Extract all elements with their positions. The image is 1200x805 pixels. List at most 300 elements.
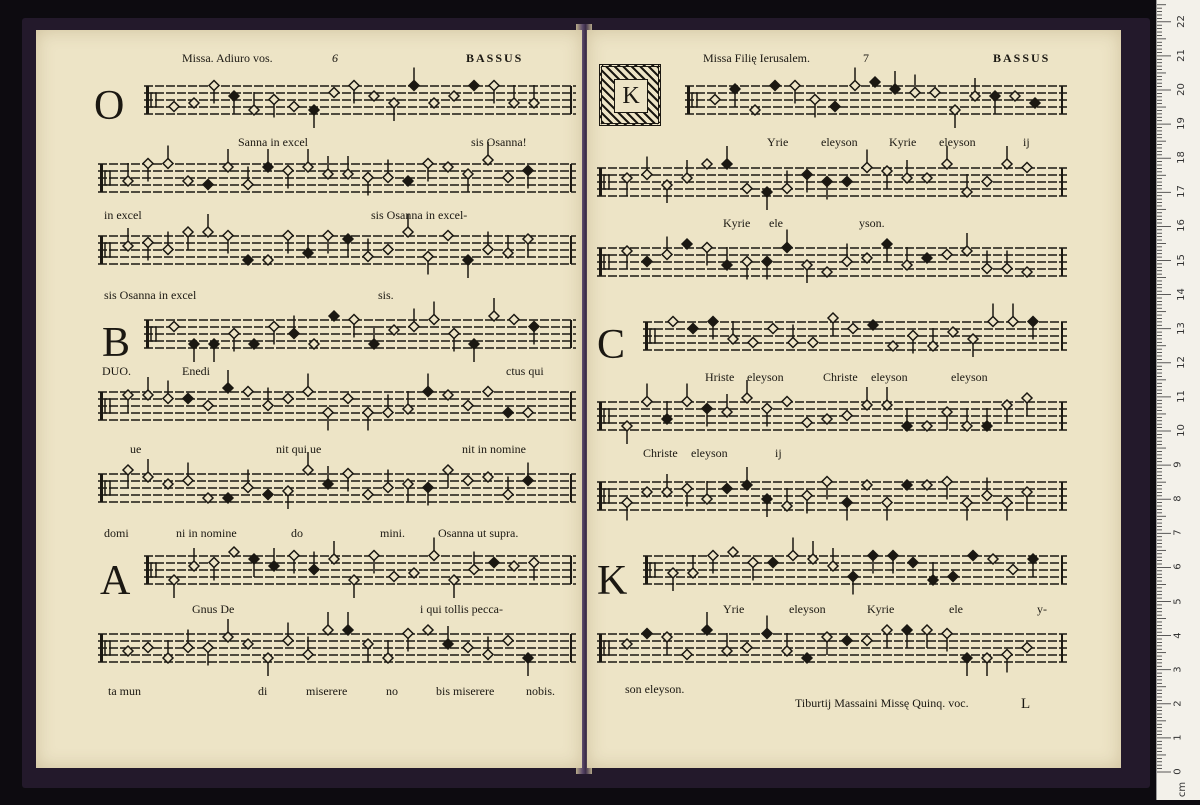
note-head [203, 401, 213, 411]
note-head [143, 643, 153, 653]
note-head [423, 252, 433, 262]
note-head [229, 329, 239, 339]
bar-line [1061, 402, 1063, 430]
bar-line [570, 320, 572, 348]
clef-glyph [146, 556, 149, 584]
note-head [830, 102, 840, 112]
right-page-title: Missa Filię Ierusalem. [703, 51, 810, 65]
lyric-text: Christe [823, 370, 858, 384]
ruler-number: 10 [1175, 424, 1187, 437]
note-head [782, 243, 792, 253]
note-head [642, 397, 652, 407]
note-head [802, 418, 812, 428]
note-head [748, 558, 758, 568]
lyric-text: DUO. [102, 364, 131, 378]
ruler-number: 8 [1172, 495, 1184, 502]
note-head [948, 572, 958, 582]
note-head [529, 558, 539, 568]
note-head [363, 490, 373, 500]
note-head [802, 170, 812, 180]
lyric-text: eleyson [747, 370, 784, 384]
lyric-text: sis Osanna in excel [104, 288, 197, 302]
lyric-text: y- [1037, 602, 1047, 616]
note-head [489, 81, 499, 91]
note-head [163, 245, 173, 255]
note-head [283, 394, 293, 404]
note-head [429, 315, 439, 325]
note-head [503, 636, 513, 646]
note-head [463, 401, 473, 411]
note-head [782, 397, 792, 407]
note-head [383, 173, 393, 183]
lyric-text: ele [949, 602, 963, 616]
note-head [848, 572, 858, 582]
lyric-text: Osanna ut supra. [438, 526, 519, 540]
note-head [203, 180, 213, 190]
note-head [203, 643, 213, 653]
bar-line [570, 474, 572, 502]
ruler-number: 2 [1172, 700, 1184, 707]
lyric-text: in excel [104, 208, 142, 222]
initial-letter-o: O [94, 83, 125, 129]
clef-glyph [599, 402, 602, 430]
note-head [483, 245, 493, 255]
note-head [802, 491, 812, 501]
note-head [483, 387, 493, 397]
note-head [343, 469, 353, 479]
clef-glyph [146, 86, 149, 114]
note-head [403, 629, 413, 639]
note-head [642, 257, 652, 267]
note-head [303, 387, 313, 397]
note-head [163, 394, 173, 404]
note-head [183, 643, 193, 653]
note-head [269, 95, 279, 105]
page-footer: Tiburtij Massaini Missę Quinq. voc. [795, 696, 969, 710]
note-head [489, 558, 499, 568]
right-page [587, 30, 1121, 768]
lyric-text: do [291, 526, 303, 540]
note-head [842, 498, 852, 508]
bar-line [570, 634, 572, 662]
note-head [910, 88, 920, 98]
clef-glyph [599, 482, 602, 510]
music-staff [98, 228, 576, 274]
lyric-text: domi [104, 526, 129, 540]
ruler-number: 7 [1172, 529, 1184, 536]
clef-glyph [105, 399, 110, 413]
note-head [523, 408, 533, 418]
note-head [642, 170, 652, 180]
music-staff [144, 548, 576, 594]
music-staff [597, 160, 1067, 206]
clef-glyph [100, 634, 103, 662]
note-head [1002, 264, 1012, 274]
bar-line [1061, 556, 1063, 584]
note-head [289, 329, 299, 339]
note-head [449, 329, 459, 339]
note-head [1028, 317, 1038, 327]
clef-glyph [604, 409, 609, 423]
note-head [788, 338, 798, 348]
lyric-text: eleyson [871, 370, 908, 384]
left-page [36, 30, 582, 768]
note-head [882, 498, 892, 508]
note-head [682, 650, 692, 660]
note-head [169, 322, 179, 332]
note-head [942, 250, 952, 260]
lyric-text: di [258, 684, 268, 698]
note-head [748, 338, 758, 348]
bar-line [1061, 86, 1063, 114]
lyric-text: Yrie [767, 135, 789, 149]
note-head [668, 317, 678, 327]
note-head [862, 163, 872, 173]
note-head [662, 250, 672, 260]
lyric-text: mini. [380, 526, 406, 540]
ruler-number: 17 [1175, 185, 1187, 199]
note-head [842, 411, 852, 421]
clef-glyph [100, 236, 103, 264]
music-staff [643, 548, 1067, 594]
lyric-text: Kyrie [723, 216, 751, 230]
clef-glyph [650, 329, 655, 343]
lyric-text: sis Osanna in excel- [371, 208, 468, 222]
note-head [523, 166, 533, 176]
note-head [209, 81, 219, 91]
note-head [183, 394, 193, 404]
note-head [383, 245, 393, 255]
note-head [742, 257, 752, 267]
music-staff [685, 78, 1067, 124]
lyric-text: ni in nomine [176, 526, 237, 540]
note-head [183, 476, 193, 486]
lyric-text: eleyson [939, 135, 976, 149]
clef-glyph [599, 634, 602, 662]
note-head [908, 331, 918, 341]
note-head [503, 408, 513, 418]
note-head [782, 184, 792, 194]
clef-glyph [599, 168, 602, 196]
ornamental-initial-frame [599, 64, 661, 126]
lyric-text: ele [769, 216, 783, 230]
clef-glyph [692, 93, 697, 107]
ruler-number: 19 [1175, 117, 1187, 130]
clef-glyph [105, 243, 110, 257]
clef-glyph [604, 175, 609, 189]
music-staff [597, 394, 1067, 440]
note-head [708, 317, 718, 327]
clef-glyph [151, 93, 156, 107]
note-head [642, 629, 652, 639]
note-head [982, 264, 992, 274]
clef-glyph [105, 641, 110, 655]
clef-glyph [645, 556, 648, 584]
ruler-number: 4 [1172, 631, 1184, 639]
note-head [848, 324, 858, 334]
initial-letter-c: C [597, 322, 626, 368]
lyric-text: eleyson [691, 446, 728, 460]
music-staff [597, 626, 1067, 672]
note-head [710, 95, 720, 105]
note-head [329, 88, 339, 98]
note-head [363, 252, 373, 262]
bar-line [1061, 482, 1063, 510]
lyric-text: Kyrie [867, 602, 895, 616]
lyric-text: Sanna in excel [238, 135, 308, 149]
note-head [463, 643, 473, 653]
note-head [363, 408, 373, 418]
note-head [143, 238, 153, 248]
ruler-number: 21 [1175, 49, 1187, 62]
music-staff [144, 312, 576, 358]
note-head [822, 477, 832, 487]
note-head [423, 483, 433, 493]
note-head [888, 551, 898, 561]
bar-line [570, 556, 572, 584]
note-head [722, 484, 732, 494]
note-head [283, 166, 293, 176]
note-head [762, 629, 772, 639]
note-head [702, 404, 712, 414]
left-page-voice: BASSUS [466, 51, 524, 65]
right-page-voice: BASSUS [993, 51, 1051, 65]
note-head [930, 88, 940, 98]
clef-glyph [100, 392, 103, 420]
note-head [622, 498, 632, 508]
clef-glyph [151, 327, 156, 341]
lyric-text: yson. [859, 216, 885, 230]
note-head [982, 177, 992, 187]
right-page-number: 7 [863, 51, 869, 65]
note-head [429, 551, 439, 561]
note-head [409, 81, 419, 91]
note-head [469, 81, 479, 91]
signature-mark: L [1021, 696, 1031, 712]
note-head [868, 551, 878, 561]
music-staff [597, 240, 1067, 286]
ruler-number: 5 [1172, 597, 1184, 605]
bar-line [570, 236, 572, 264]
clef-glyph [105, 171, 110, 185]
music-staff [144, 78, 576, 124]
note-head [423, 387, 433, 397]
lyric-text: miserere [306, 684, 348, 698]
note-head [269, 322, 279, 332]
bar-line [1061, 634, 1063, 662]
note-head [389, 572, 399, 582]
music-staff [98, 626, 576, 672]
note-head [349, 315, 359, 325]
lyric-text: son eleyson. [625, 682, 685, 696]
ruler-number: 14 [1175, 287, 1187, 301]
note-head [503, 173, 513, 183]
note-head [1002, 650, 1012, 660]
note-head [483, 650, 493, 660]
clef-glyph [604, 255, 609, 269]
lyric-text: Enedi [182, 364, 210, 378]
note-head [163, 159, 173, 169]
note-head [363, 173, 373, 183]
lyric-text: ctus qui [506, 364, 544, 378]
initial-letter-k: K [614, 79, 648, 113]
lyric-text: eleyson [951, 370, 988, 384]
music-staff [98, 156, 576, 202]
lyric-text: bis miserere [436, 684, 495, 698]
note-head [143, 159, 153, 169]
note-head [343, 394, 353, 404]
note-head [423, 159, 433, 169]
note-head [289, 102, 299, 112]
note-head [942, 477, 952, 487]
music-staff [98, 466, 576, 512]
left-page-number: 6 [332, 51, 338, 65]
music-staff [597, 474, 1067, 520]
ruler-number: 1 [1172, 734, 1184, 741]
note-head [688, 324, 698, 334]
bar-line [1061, 168, 1063, 196]
ruler-number: 6 [1172, 563, 1184, 571]
lyric-text: ij [1023, 135, 1030, 149]
note-head [682, 484, 692, 494]
lyric-text: eleyson [821, 135, 858, 149]
note-head [283, 231, 293, 241]
left-page-title: Missa. Adiuro vos. [182, 51, 273, 65]
lyric-text: Christe [643, 446, 678, 460]
note-head [1008, 565, 1018, 575]
note-head [169, 102, 179, 112]
note-head [309, 565, 319, 575]
clef-glyph [687, 86, 690, 114]
clef-glyph [105, 481, 110, 495]
note-head [469, 565, 479, 575]
note-head [842, 636, 852, 646]
note-head [523, 476, 533, 486]
note-head [209, 558, 219, 568]
ruler-number: 0 [1172, 768, 1184, 775]
clef-glyph [146, 320, 149, 348]
lyric-text: ue [130, 442, 142, 456]
clef-glyph [151, 563, 156, 577]
ruler-number: 9 [1172, 461, 1184, 468]
note-head [862, 636, 872, 646]
note-head [503, 490, 513, 500]
ruler-number: 16 [1175, 219, 1187, 233]
lyric-text: sis. [378, 288, 394, 302]
note-head [762, 257, 772, 267]
note-head [283, 636, 293, 646]
ruler-number: 22 [1175, 14, 1187, 28]
bar-line [570, 86, 572, 114]
note-head [383, 483, 393, 493]
note-head [323, 231, 333, 241]
note-head [790, 81, 800, 91]
clef-glyph [604, 489, 609, 503]
bar-line [1061, 248, 1063, 276]
note-head [768, 324, 778, 334]
clef-glyph [599, 248, 602, 276]
note-head [1008, 317, 1018, 327]
note-head [1002, 498, 1012, 508]
note-head [223, 231, 233, 241]
note-head [988, 317, 998, 327]
note-head [788, 551, 798, 561]
ruler-number: 12 [1175, 355, 1187, 369]
note-head [289, 551, 299, 561]
bar-line [570, 164, 572, 192]
bar-line [570, 392, 572, 420]
note-head [808, 338, 818, 348]
note-head [768, 558, 778, 568]
note-head [1022, 163, 1032, 173]
note-head [742, 184, 752, 194]
clef-glyph [604, 641, 609, 655]
music-staff [643, 314, 1067, 360]
note-head [509, 315, 519, 325]
clef-glyph [100, 474, 103, 502]
lyric-text: sis Osanna! [471, 135, 527, 149]
note-head [682, 397, 692, 407]
note-head [303, 650, 313, 660]
lyric-text: nobis. [526, 684, 556, 698]
ruler-number: 15 [1175, 253, 1187, 267]
initial-letter-k-2: K [597, 558, 628, 604]
clef-glyph [645, 322, 648, 350]
lyric-text: no [386, 684, 398, 698]
note-head [702, 243, 712, 253]
note-head [962, 498, 972, 508]
note-head [243, 180, 253, 190]
note-head [968, 551, 978, 561]
lyric-text: ta mun [108, 684, 141, 698]
note-head [443, 231, 453, 241]
ruler-number: 20 [1175, 83, 1187, 96]
note-head [349, 81, 359, 91]
note-head [982, 491, 992, 501]
initial-letter-a: A [100, 558, 131, 604]
lyric-text: nit in nomine [462, 442, 526, 456]
note-head [942, 629, 952, 639]
lyric-text: eleyson [789, 602, 826, 616]
note-head [770, 81, 780, 91]
note-head [810, 95, 820, 105]
lyric-text: Kyrie [889, 135, 917, 149]
note-head [762, 404, 772, 414]
note-head [850, 81, 860, 91]
note-head [842, 177, 852, 187]
lyric-text: ij [775, 446, 782, 460]
lyric-text: Yrie [723, 602, 745, 616]
lyric-text: Gnus De [192, 602, 235, 616]
note-head [263, 401, 273, 411]
measurement-ruler [1156, 0, 1200, 800]
note-head [742, 643, 752, 653]
ruler-number: 11 [1175, 390, 1187, 403]
note-head [842, 257, 852, 267]
note-head [1022, 643, 1032, 653]
ruler-number: 13 [1175, 321, 1187, 335]
clef-glyph [650, 563, 655, 577]
note-head [708, 551, 718, 561]
note-head [323, 408, 333, 418]
note-head [243, 483, 253, 493]
lyric-text: i qui tollis pecca- [420, 602, 503, 616]
note-head [243, 387, 253, 397]
lyric-text: nit qui ue [276, 442, 322, 456]
bar-line [1061, 322, 1063, 350]
note-head [822, 177, 832, 187]
music-staff [98, 384, 576, 430]
